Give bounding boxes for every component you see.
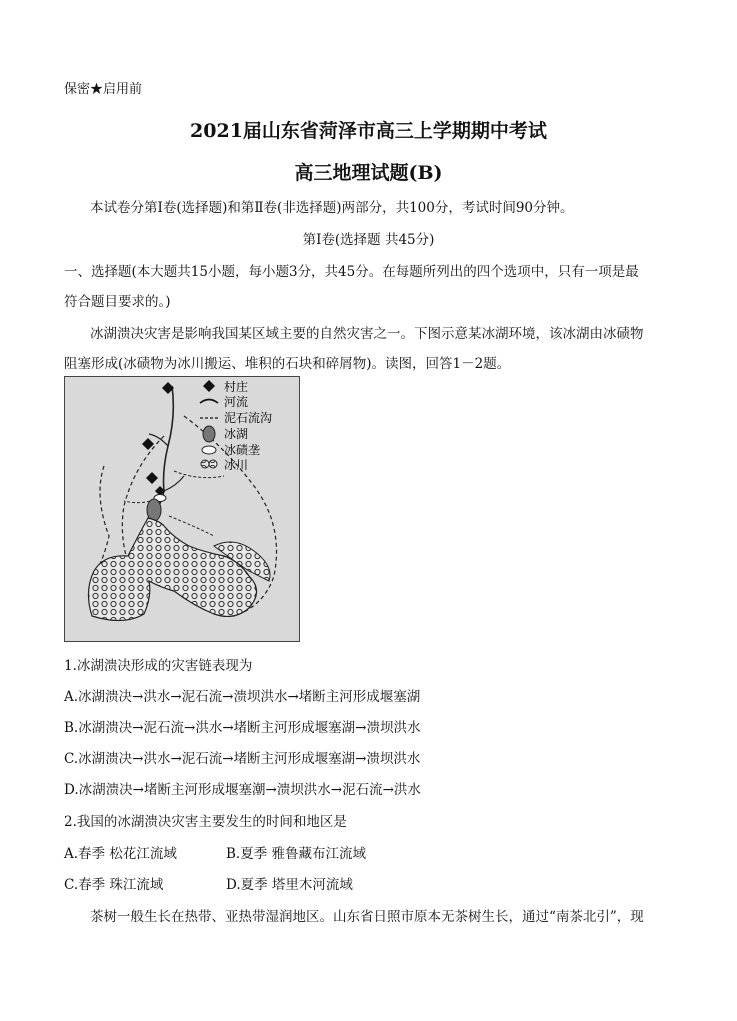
exam-subtitle: 高三地理试题(B) [294, 162, 443, 184]
legend-label: 村庄 [224, 380, 249, 394]
legend-label: 冰湖 [224, 427, 249, 441]
exam-title: 2021届山东省菏泽市高三上学期期中考试 [190, 120, 547, 142]
section1-line2: 符合题目要求的。) [64, 294, 171, 310]
q2-option-d: D.夏季 塔里木河流域 [226, 877, 353, 893]
q2-option-a: A.春季 松花江流域 [64, 846, 177, 862]
legend-label: 泥石流沟 [224, 411, 273, 425]
q1-option-c: C.冰湖溃决→洪水→泥石流→堵断主河形成堰塞湖→溃坝洪水 [64, 751, 421, 767]
section1-line1: 一、选择题(本大题共15小题，每小题3分，共45分。在每题所列出的四个选项中，只有一项是最 [64, 264, 639, 280]
q1-option-b: B.冰湖溃决→泥石流→洪水→堵断主河形成堰塞湖→溃坝洪水 [64, 720, 421, 736]
q1-stem: 1.冰湖溃决形成的灾害链表现为 [64, 658, 253, 674]
q1-option-a: A.冰湖溃决→洪水→泥石流→溃坝洪水→堵断主河形成堰塞湖 [64, 689, 421, 705]
legend-label: 冰碛垄 [224, 443, 261, 457]
passage1-line2: 阻塞形成(冰碛物为冰川搬运、堆积的石块和碎屑物)。读图，回答1－2题。 [64, 356, 511, 372]
legend-label: 河流 [224, 395, 249, 409]
legend-glacier-icon [209, 460, 217, 468]
legend-glacier-icon [201, 460, 209, 468]
glacial-lake-map [64, 376, 300, 642]
legend-label: 冰川 [224, 458, 249, 472]
legend-lake-icon [203, 426, 215, 442]
part1-title: 第Ⅰ卷(选择题 共45分) [302, 232, 435, 248]
secret-mark: 保密★启用前 [64, 82, 143, 97]
legend-moraine-icon [202, 446, 216, 454]
q2-option-b: B.夏季 雅鲁藏布江流域 [226, 846, 367, 862]
passage2-line1: 茶树一般生长在热带、亚热带湿润地区。山东省日照市原本无茶树生长，通过“南茶北引”，现 [90, 909, 644, 925]
passage1-line1: 冰湖溃决灾害是影响我国某区域主要的自然灾害之一。下图示意某冰湖环境，该冰湖由冰碛物 [90, 326, 644, 342]
q2-stem: 2.我国的冰湖溃决灾害主要发生的时间和地区是 [64, 814, 347, 830]
exam-intro: 本试卷分第Ⅰ卷(选择题)和第Ⅱ卷(非选择题)两部分，共100分，考试时间90分钟。 [90, 200, 574, 216]
q2-option-c: C.春季 珠江流域 [64, 877, 164, 893]
q1-option-d: D.冰湖溃决→堵断主河形成堰塞潮→溃坝洪水→泥石流→洪水 [64, 782, 421, 798]
